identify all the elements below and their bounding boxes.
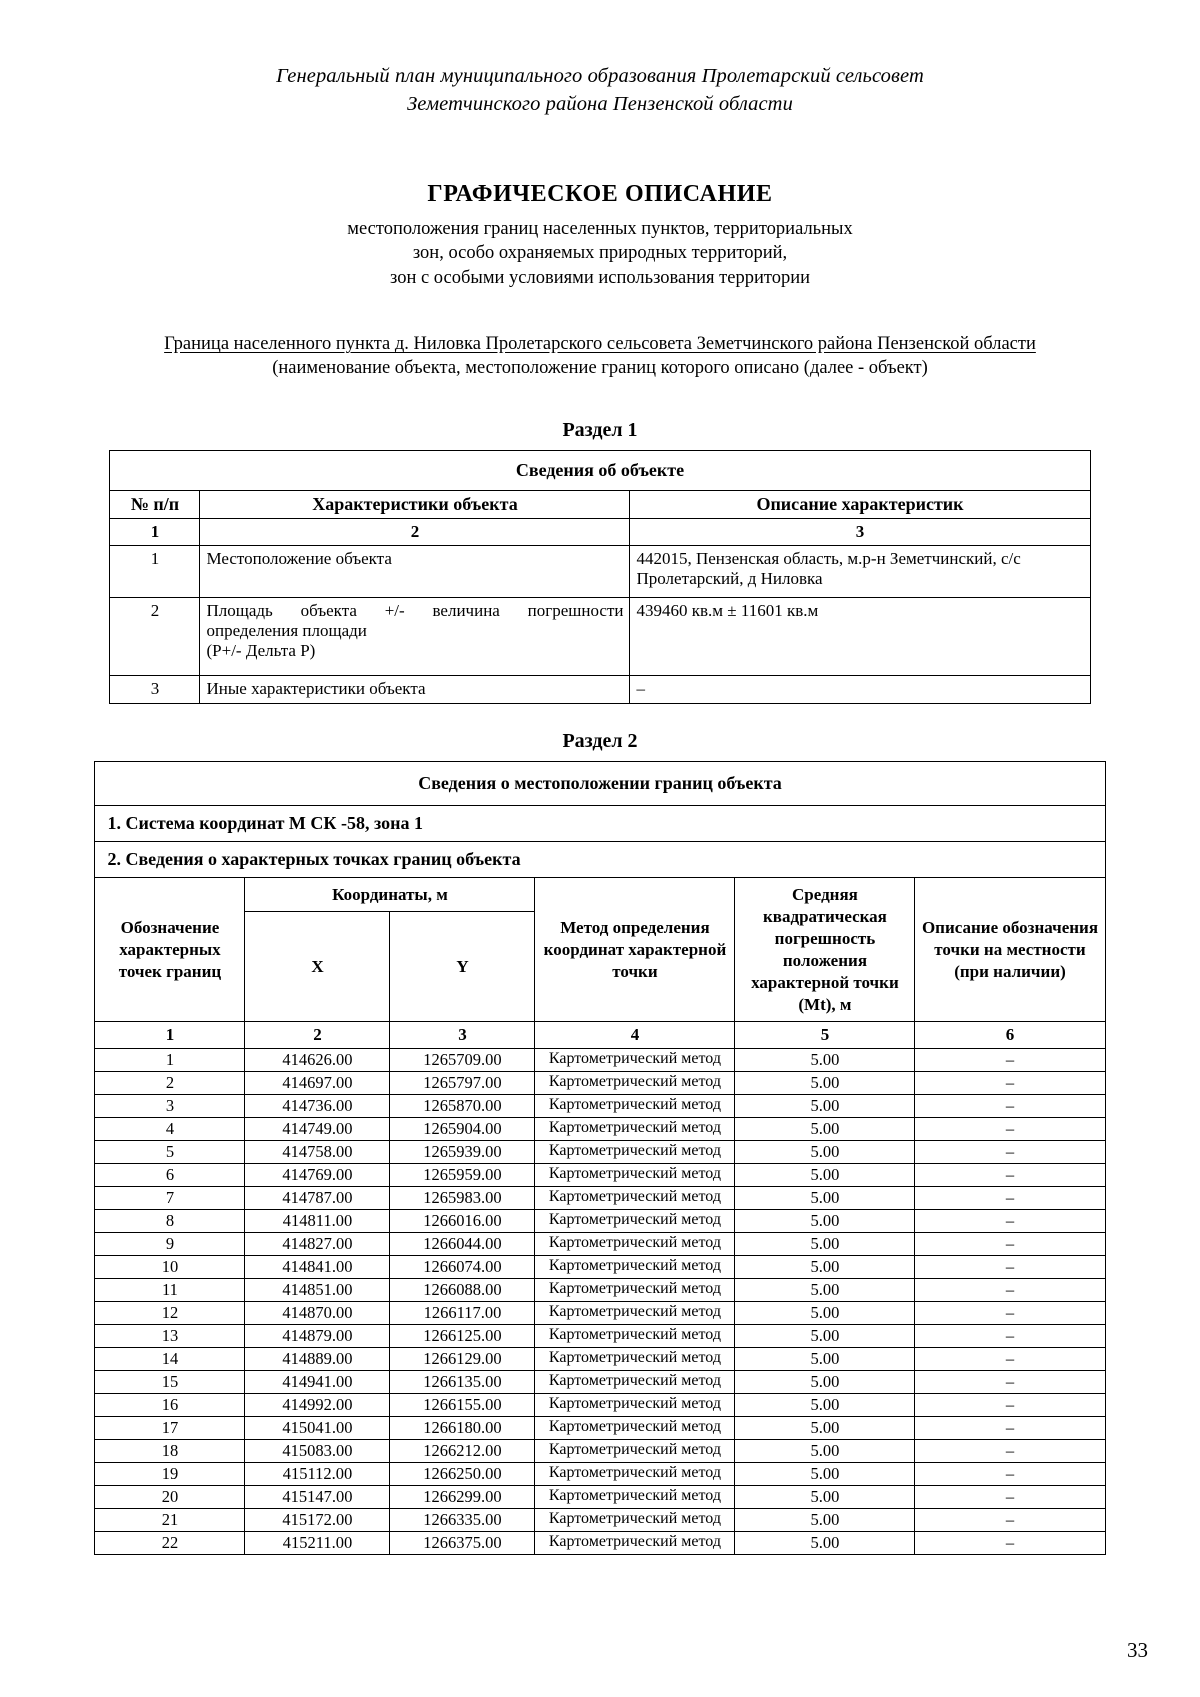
point-x: 414992.00	[245, 1394, 390, 1417]
col-header-characteristic: Характеристики объекта	[200, 491, 630, 519]
point-description: –	[915, 1302, 1105, 1325]
point-mt: 5.00	[735, 1072, 915, 1095]
object-caption: (наименование объекта, местоположение границ которого описано (далее - объект)	[272, 358, 928, 379]
table-row	[95, 878, 1105, 912]
page-number: 33	[1127, 1638, 1148, 1662]
row-characteristic: Иные характеристики объекта	[200, 676, 630, 704]
point-y: 1266155.00	[390, 1394, 535, 1417]
row-value: –	[630, 676, 1090, 704]
point-description: –	[915, 1348, 1105, 1371]
point-number: 9	[95, 1233, 245, 1256]
point-mt: 5.00	[735, 1279, 915, 1302]
point-method: Картометрический метод	[535, 1440, 735, 1463]
table-row	[95, 806, 1105, 842]
col-header-method: Метод определения координат характерной точки	[535, 878, 735, 1022]
point-mt: 5.00	[735, 1325, 915, 1348]
point-y: 1266074.00	[390, 1256, 535, 1279]
point-number: 6	[95, 1164, 245, 1187]
point-y: 1265870.00	[390, 1095, 535, 1118]
table-row	[95, 1371, 1105, 1394]
row-index: 3	[110, 676, 200, 704]
table-row	[110, 676, 1090, 704]
table-row	[95, 1440, 1105, 1463]
col-number-4: 4	[535, 1022, 735, 1049]
point-y: 1265983.00	[390, 1187, 535, 1210]
table-row	[95, 1187, 1105, 1210]
table-row	[95, 1302, 1105, 1325]
point-mt: 5.00	[735, 1302, 915, 1325]
subtitle-line-3: зон с особыми условиями использования территории	[390, 267, 810, 288]
table-row	[95, 1095, 1105, 1118]
point-mt: 5.00	[735, 1118, 915, 1141]
table-row	[110, 546, 1090, 598]
point-mt: 5.00	[735, 1394, 915, 1417]
point-description: –	[915, 1509, 1105, 1532]
table-row	[95, 1141, 1105, 1164]
row-characteristic-line-2: определения площади	[206, 621, 367, 641]
point-x: 414811.00	[245, 1210, 390, 1233]
point-number: 14	[95, 1348, 245, 1371]
table-row	[95, 1233, 1105, 1256]
point-description: –	[915, 1210, 1105, 1233]
table-row	[95, 1463, 1105, 1486]
point-method: Картометрический метод	[535, 1417, 735, 1440]
point-description: –	[915, 1440, 1105, 1463]
point-description: –	[915, 1118, 1105, 1141]
table-row	[95, 1279, 1105, 1302]
table-row	[95, 1164, 1105, 1187]
point-mt: 5.00	[735, 1233, 915, 1256]
table-row	[95, 1394, 1105, 1417]
point-description: –	[915, 1371, 1105, 1394]
point-x: 414879.00	[245, 1325, 390, 1348]
col-number-5: 5	[735, 1022, 915, 1049]
table-row	[95, 1072, 1105, 1095]
point-x: 414787.00	[245, 1187, 390, 1210]
row-index: 2	[110, 598, 200, 676]
point-number: 1	[95, 1049, 245, 1072]
row-characteristic	[200, 598, 630, 676]
point-mt: 5.00	[735, 1095, 915, 1118]
point-number: 8	[95, 1210, 245, 1233]
table-row	[95, 1509, 1105, 1532]
point-description: –	[915, 1394, 1105, 1417]
point-mt: 5.00	[735, 1049, 915, 1072]
point-description: –	[915, 1095, 1105, 1118]
point-number: 21	[95, 1509, 245, 1532]
point-method: Картометрический метод	[535, 1532, 735, 1555]
point-y: 1266180.00	[390, 1417, 535, 1440]
point-mt: 5.00	[735, 1210, 915, 1233]
point-number: 16	[95, 1394, 245, 1417]
col-header-x: X	[245, 912, 390, 1022]
subtitle-line-2: зон, особо охраняемых природных территорий,	[412, 243, 788, 264]
point-x: 414870.00	[245, 1302, 390, 1325]
point-number: 3	[95, 1095, 245, 1118]
col-number-3: 3	[630, 519, 1090, 546]
point-x: 414889.00	[245, 1348, 390, 1371]
point-method: Картометрический метод	[535, 1095, 735, 1118]
point-method: Картометрический метод	[535, 1256, 735, 1279]
point-y: 1265959.00	[390, 1164, 535, 1187]
point-x: 415211.00	[245, 1532, 390, 1555]
col-header-point: Обозначение характерных точек границ	[95, 878, 245, 1022]
table-row	[95, 762, 1105, 806]
col-header-description: Описание обозначения точки на местности (при наличии)	[915, 878, 1105, 1022]
point-method: Картометрический метод	[535, 1210, 735, 1233]
point-description: –	[915, 1256, 1105, 1279]
point-x: 415041.00	[245, 1417, 390, 1440]
point-description: –	[915, 1072, 1105, 1095]
point-method: Картометрический метод	[535, 1509, 735, 1532]
point-x: 414749.00	[245, 1118, 390, 1141]
point-number: 2	[95, 1072, 245, 1095]
col-number-1: 1	[110, 519, 200, 546]
point-y: 1266375.00	[390, 1532, 535, 1555]
col-number-3: 3	[390, 1022, 535, 1049]
row-index: 1	[110, 546, 200, 598]
point-x: 414827.00	[245, 1233, 390, 1256]
table-row	[95, 1022, 1105, 1049]
point-mt: 5.00	[735, 1417, 915, 1440]
point-description: –	[915, 1049, 1105, 1072]
point-y: 1265904.00	[390, 1118, 535, 1141]
row-characteristic-line-1: Площадь объекта +/- величина погрешности	[206, 601, 624, 621]
point-description: –	[915, 1325, 1105, 1348]
point-mt: 5.00	[735, 1256, 915, 1279]
row-value: 439460 кв.м ± 11601 кв.м	[630, 598, 1090, 676]
point-description: –	[915, 1164, 1105, 1187]
point-mt: 5.00	[735, 1141, 915, 1164]
point-method: Картометрический метод	[535, 1049, 735, 1072]
point-y: 1266135.00	[390, 1371, 535, 1394]
point-method: Картометрический метод	[535, 1141, 735, 1164]
point-x: 415172.00	[245, 1509, 390, 1532]
table-row	[95, 842, 1105, 878]
point-y: 1266117.00	[390, 1302, 535, 1325]
section-2-table	[94, 761, 1105, 1555]
point-y: 1266044.00	[390, 1233, 535, 1256]
point-mt: 5.00	[735, 1164, 915, 1187]
point-number: 4	[95, 1118, 245, 1141]
point-mt: 5.00	[735, 1348, 915, 1371]
point-method: Картометрический метод	[535, 1187, 735, 1210]
section-2-label: Раздел 2	[562, 730, 638, 753]
table-row	[95, 1532, 1105, 1555]
point-description: –	[915, 1279, 1105, 1302]
point-y: 1266299.00	[390, 1486, 535, 1509]
point-x: 414851.00	[245, 1279, 390, 1302]
table-row	[95, 1118, 1105, 1141]
point-method: Картометрический метод	[535, 1394, 735, 1417]
point-description: –	[915, 1187, 1105, 1210]
point-y: 1265709.00	[390, 1049, 535, 1072]
object-name: Граница населенного пункта д. Ниловка Пролетарского сельсовета Земетчинского района Пензенской области	[164, 334, 1036, 355]
point-x: 415147.00	[245, 1486, 390, 1509]
point-x: 415112.00	[245, 1463, 390, 1486]
point-x: 414758.00	[245, 1141, 390, 1164]
point-mt: 5.00	[735, 1509, 915, 1532]
point-y: 1266250.00	[390, 1463, 535, 1486]
point-x: 414697.00	[245, 1072, 390, 1095]
point-number: 12	[95, 1302, 245, 1325]
col-header-description: Описание характеристик	[630, 491, 1090, 519]
col-number-2: 2	[245, 1022, 390, 1049]
col-number-6: 6	[915, 1022, 1105, 1049]
section-1-label: Раздел 1	[562, 419, 638, 442]
row-value: 442015, Пензенская область, м.р-н Земетчинский, с/с Пролетарский, д Ниловка	[630, 546, 1090, 598]
point-x: 414841.00	[245, 1256, 390, 1279]
title-block	[0, 181, 1200, 291]
point-x: 414769.00	[245, 1164, 390, 1187]
point-description: –	[915, 1417, 1105, 1440]
point-method: Картометрический метод	[535, 1325, 735, 1348]
point-description: –	[915, 1486, 1105, 1509]
point-mt: 5.00	[735, 1463, 915, 1486]
point-mt: 5.00	[735, 1486, 915, 1509]
section-1-band: Сведения об объекте	[110, 451, 1090, 491]
points-table-body	[95, 1049, 1105, 1555]
point-number: 5	[95, 1141, 245, 1164]
object-block	[0, 334, 1200, 379]
points-subsection-row: 2. Сведения о характерных точках границ объекта	[95, 842, 1105, 878]
col-header-index: № п/п	[110, 491, 200, 519]
subtitle-line-1: местоположения границ населенных пунктов, территориальных	[347, 218, 853, 239]
col-header-mt: Средняя квадратическая погрешность положения характерной точки (Mt), м	[735, 878, 915, 1022]
header-line-2: Земетчинского района Пензенской области	[407, 93, 793, 116]
point-number: 19	[95, 1463, 245, 1486]
col-number-2: 2	[200, 519, 630, 546]
point-method: Картометрический метод	[535, 1302, 735, 1325]
point-x: 414941.00	[245, 1371, 390, 1394]
point-y: 1266335.00	[390, 1509, 535, 1532]
point-method: Картометрический метод	[535, 1072, 735, 1095]
point-number: 18	[95, 1440, 245, 1463]
point-mt: 5.00	[735, 1371, 915, 1394]
header-line-1: Генеральный план муниципального образования Пролетарский сельсовет	[276, 65, 924, 87]
point-method: Картометрический метод	[535, 1348, 735, 1371]
point-x: 414736.00	[245, 1095, 390, 1118]
point-mt: 5.00	[735, 1187, 915, 1210]
row-characteristic: Местоположение объекта	[200, 546, 630, 598]
point-x: 415083.00	[245, 1440, 390, 1463]
document-header	[0, 0, 1200, 119]
point-x: 414626.00	[245, 1049, 390, 1072]
col-number-1: 1	[95, 1022, 245, 1049]
point-y: 1266088.00	[390, 1279, 535, 1302]
point-y: 1265797.00	[390, 1072, 535, 1095]
table-row	[95, 1486, 1105, 1509]
section-1-table	[109, 450, 1090, 704]
point-description: –	[915, 1532, 1105, 1555]
coordinate-system-row: 1. Система координат М СК -58, зона 1	[95, 806, 1105, 842]
table-row	[110, 491, 1090, 519]
point-number: 17	[95, 1417, 245, 1440]
col-header-y: Y	[390, 912, 535, 1022]
table-row	[110, 519, 1090, 546]
point-y: 1265939.00	[390, 1141, 535, 1164]
point-method: Картометрический метод	[535, 1118, 735, 1141]
point-method: Картометрический метод	[535, 1486, 735, 1509]
table-row	[110, 451, 1090, 491]
table-row	[95, 1049, 1105, 1072]
table-row	[95, 1348, 1105, 1371]
page-title: ГРАФИЧЕСКОЕ ОПИСАНИЕ	[427, 180, 773, 207]
title-subtitle	[0, 217, 1200, 291]
point-method: Картометрический метод	[535, 1371, 735, 1394]
point-y: 1266212.00	[390, 1440, 535, 1463]
table-row	[95, 1210, 1105, 1233]
point-description: –	[915, 1233, 1105, 1256]
point-y: 1266016.00	[390, 1210, 535, 1233]
point-y: 1266125.00	[390, 1325, 535, 1348]
point-method: Картометрический метод	[535, 1233, 735, 1256]
point-number: 20	[95, 1486, 245, 1509]
point-y: 1266129.00	[390, 1348, 535, 1371]
table-row	[95, 1256, 1105, 1279]
point-method: Картометрический метод	[535, 1463, 735, 1486]
table-row	[95, 1417, 1105, 1440]
table-row	[95, 1325, 1105, 1348]
point-number: 7	[95, 1187, 245, 1210]
point-description: –	[915, 1141, 1105, 1164]
section-2-band: Сведения о местоположении границ объекта	[95, 762, 1105, 806]
point-number: 15	[95, 1371, 245, 1394]
point-mt: 5.00	[735, 1532, 915, 1555]
point-number: 11	[95, 1279, 245, 1302]
col-header-coords-group: Координаты, м	[245, 878, 535, 912]
point-description: –	[915, 1463, 1105, 1486]
point-number: 10	[95, 1256, 245, 1279]
point-number: 22	[95, 1532, 245, 1555]
point-method: Картометрический метод	[535, 1279, 735, 1302]
table-row	[110, 598, 1090, 676]
row-characteristic-line-3: (Р+/- Дельта Р)	[206, 641, 316, 661]
point-method: Картометрический метод	[535, 1164, 735, 1187]
point-mt: 5.00	[735, 1440, 915, 1463]
point-number: 13	[95, 1325, 245, 1348]
